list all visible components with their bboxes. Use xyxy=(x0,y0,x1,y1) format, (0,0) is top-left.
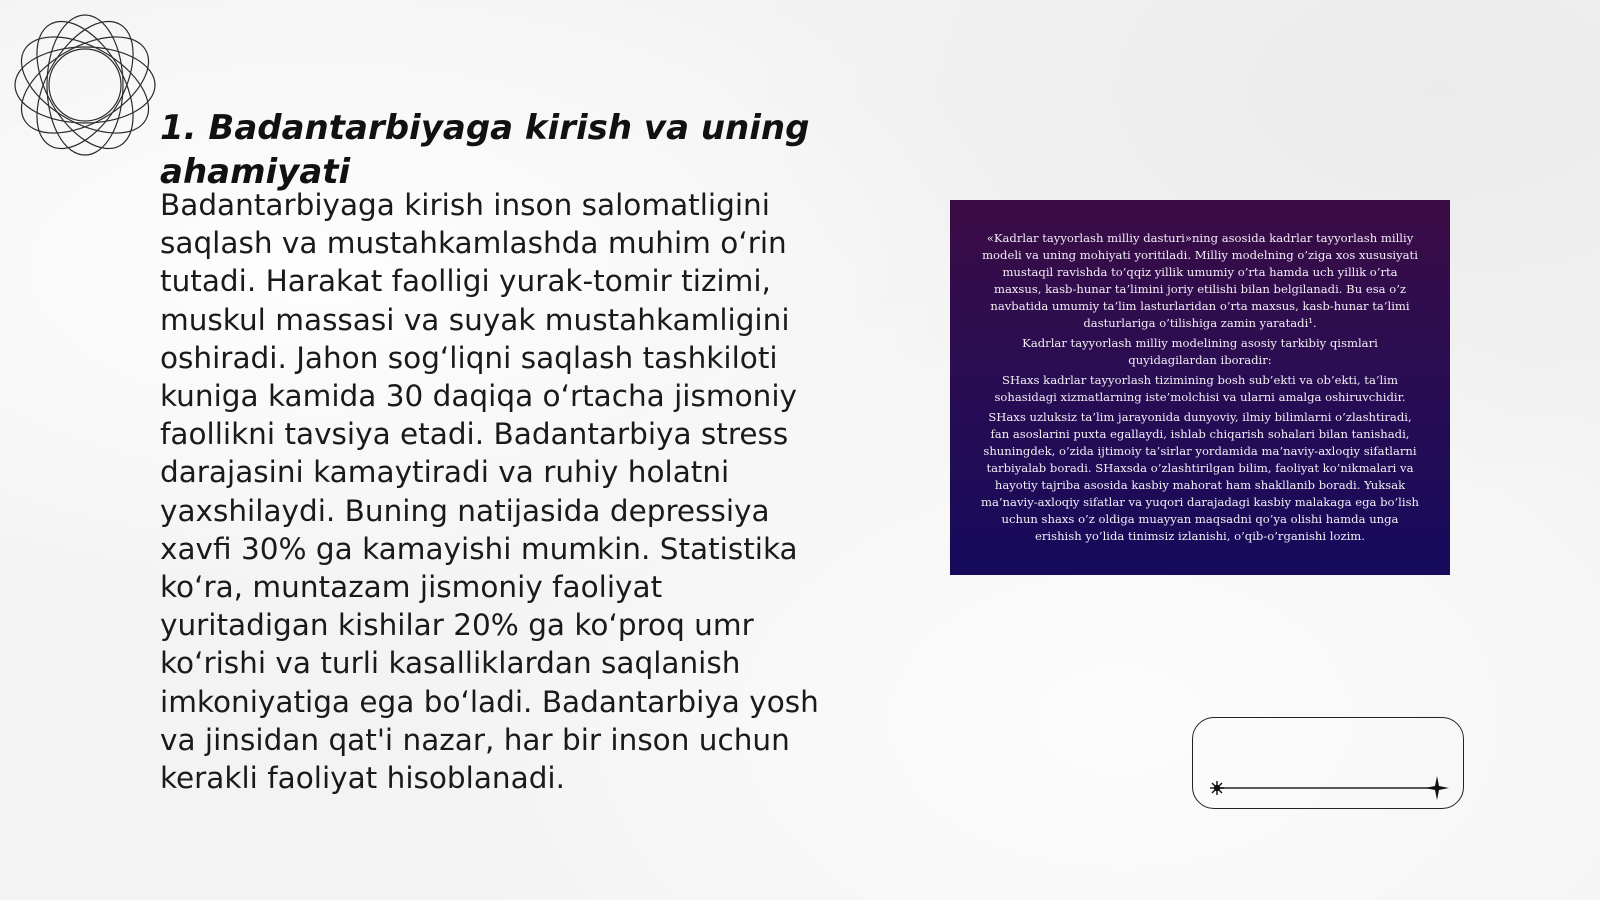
logo-ring xyxy=(10,17,160,153)
panel-paragraph: SHaxs uzluksiz ta’lim jarayonida dunyoviy, ilmiy bilimlarni o’zlashtiradi, fan asoslarini puxta egallaydi, ishlab chiqarish sohalari bilan tanishadi, shuningdek, o’zida ijtimoiy ta’sirlar yordamida ma’naviy-axloqiy sifatlarni tarbiyalab boradi. SHaxsda o’zlashtirilgan bilim, faoliyat ko’nikmalari va hayotiy tajriba asosida kasbiy mahorat ham shakllanib boradi. Yuksak ma’naviy-axloqiy sifatlar va yuqori darajadagi kasbiy malakaga ega bo’lish uchun shaxs o’z oldiga muayyan maqsadni qo’ya olishi hamda unga erishish yo’lida tinimsiz izlanishi, o’qib-o’rganishi lozim. xyxy=(980,410,1420,543)
slide-title: 1. Badantarbiyaga kirish va uning ahamiyati xyxy=(160,108,810,192)
logo-ring xyxy=(17,10,153,160)
interlocking-circles-logo xyxy=(10,10,160,160)
text-image-panel xyxy=(950,200,1450,575)
logo-ring xyxy=(47,15,123,155)
logo-inner-circle xyxy=(49,49,121,121)
decorative-slider-box xyxy=(1192,717,1464,809)
logo-ring xyxy=(17,10,153,160)
sparkle-burst-icon xyxy=(1210,781,1224,795)
slide-body-text: Badantarbiyaga kirish inson salomatligini saqlash va mustahkamlashda muhim o‘rin tutadi. Harakat faolligi yurak-tomir tizimi, muskul massasi va suyak mustahkamligini oshiradi. Jahon sog‘liqni saqlash tashkiloti kuniga kamida 30 daqiqa o‘rtacha jismoniy faollikni tavsiya etadi. Badantarbiya stress darajasini kamaytiradi va ruhiy holatni yaxshilaydi. Buning natijasida depressiya xavfi 30% ga kamayishi mumkin. Statistika ko‘ra, muntazam jismoniy faoliyat yuritadigan kishilar 20% ga ko‘proq umr ko‘rishi va turli kasalliklardan saqlanish imkoniyatiga ega bo‘ladi. Badantarbiya yosh va jinsidan qat'i nazar, har bir inson uchun kerakli faoliyat hisoblanadi. xyxy=(160,188,819,796)
logo-ring xyxy=(10,17,160,153)
panel-paragraph: Kadrlar tayyorlash milliy modelining asosiy tarkibiy qismlari quyidagilardan iboradir: xyxy=(1022,336,1378,367)
panel-paragraph: «Kadrlar tayyorlash milliy dasturi»ning asosida kadrlar tayyorlash milliy modeli va uning mohiyati yoritiladi. Milliy modelning o’ziga xos xususiyati mustaqil ravishda to’qqiz yillik umumiy o’rta hamda uch yillik o’rta maxsus, kasb-hunar ta’limini joriy etilishi bilan belgilanadi. Bu esa o’z navbatida umumiy ta’lim lasturlaridan o’rta maxsus, kasb-hunar ta’limi dasturlariga o’tilishiga zamin yaratadi¹. xyxy=(982,231,1418,330)
four-point-star-icon xyxy=(1425,776,1449,800)
panel-paragraph: SHaxs kadrlar tayyorlash tizimining bosh sub’ekti va ob’ekti, ta’lim sohasidagi xizmatlarning iste’molchisi va ularni amalga oshiruvchidir. xyxy=(994,373,1406,404)
logo-ring xyxy=(15,47,155,123)
